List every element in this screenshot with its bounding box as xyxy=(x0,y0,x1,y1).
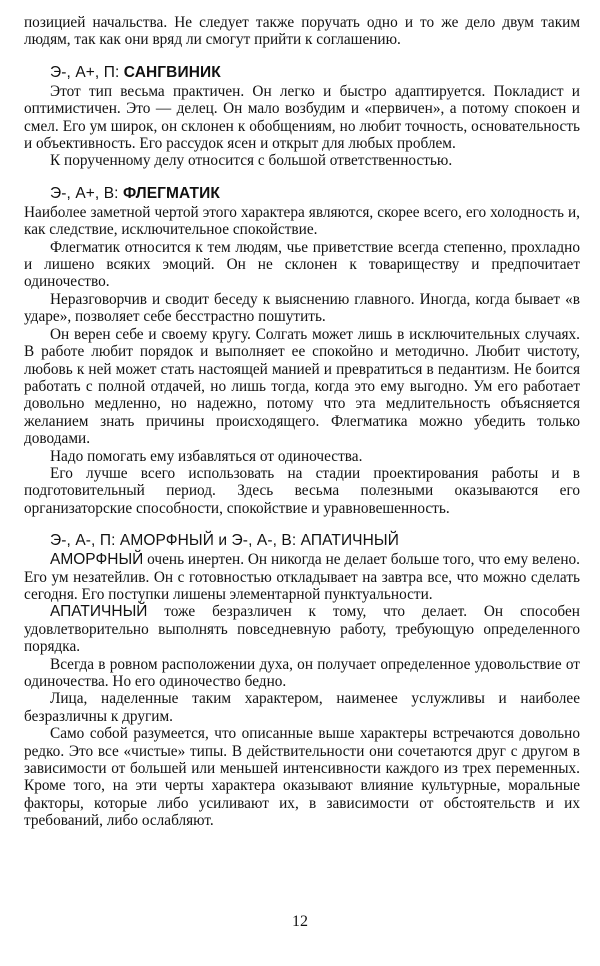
amorphous-text: очень инертен. Он никогда не делает больше того, что ему велено. Его ум незатейлив. Он с готовностью откладывает на завтра все, что можно сделать сегодня. Его поступки лишены элементарной пунктуальности. xyxy=(24,551,580,603)
paragraph-phlegmatic-intro: Наиболее заметной чертой этого характера являются, скорее всего, его холодность и, как следствие, исключительное спокойствие. xyxy=(24,203,580,239)
apathetic-lead-word: АПАТИЧНЫЙ xyxy=(50,603,148,621)
paragraph-phlegmatic-conversation: Неразговорчив и сводит беседу к выяснению главного. Иногда, когда бывает «в ударе», позволяет себе бесстрастно пошутить. xyxy=(24,290,580,326)
paragraph-apathetic xyxy=(24,603,580,655)
section-heading-amorphous-apathetic: Э-, А-, П: АМОРФНЫЙ и Э-, А-, В: АПАТИЧНЫЙ xyxy=(50,532,399,550)
sanguine-code: Э-, А+, П: xyxy=(50,63,124,81)
paragraph-continuation: позицией начальства. Не следует также поручать одно и то же дело двум таким людям, так как они вряд ли смогут прийти к соглашению. xyxy=(24,14,580,49)
section-heading-sanguine xyxy=(24,64,580,82)
apathetic-text: тоже безразличен к тому, что делает. Он способен удовлетворительно выполнять повседневную работу, требующую определенного порядка. xyxy=(24,603,580,656)
paragraph-amorphous xyxy=(24,551,580,603)
paragraph-sanguine-description: Этот тип весьма практичен. Он легко и быстро адаптируется. Покладист и оптимистичен. Это — делец. Он мало возбудим и «первичен», а потому спокоен и смел. Его ум широк, он склонен к обобщениям, но любит точность, основательность и объективность. Его рассудок ясен и открыт для любых проблем. xyxy=(24,82,580,153)
amorphous-lead-word: АМОРФНЫЙ xyxy=(50,551,144,569)
sanguine-title: САНГВИНИК xyxy=(123,63,221,81)
section-heading-phlegmatic xyxy=(24,185,580,203)
paragraph-sanguine-responsibility: К порученному делу относится с большой ответственностью. xyxy=(50,152,453,170)
page-number: 12 xyxy=(292,913,308,930)
paragraph-phlegmatic-work: Он верен себе и своему кругу. Солгать может лишь в исключительных случаях. В работе любит порядок и выполняет ее спокойно и методично. Любит чистоту, любовь к ней может стать настоящей манией и превратиться в педантизм. Не боится работать с полной отдачей, но лишь тогда, когда это ему выгодно. Ум его работает довольно медленно, но надежно, потому что эта медлительность объясняется желанием знать причины происходящего. Флегматика можно убедить только доводами. xyxy=(24,325,580,448)
paragraph-phlegmatic-greeting: Флегматик относится к тем людям, чье приветствие всегда степенно, прохладно и лишено всяких эмоций. Он не склонен к товариществу и предпочитает одиночество. xyxy=(24,238,580,291)
paragraph-phlegmatic-usage: Его лучше всего использовать на стадии проектирования работы и в подготовительный период. Здесь весьма полезными оказываются его организаторские способности, спокойствие и уравновешенность. xyxy=(24,464,580,517)
paragraph-apathetic-mood: Всегда в ровном расположении духа, он получает определенное удовольствие от одиночества. Но его одиночество бедно. xyxy=(24,655,580,690)
paragraph-apathetic-others: Лица, наделенные таким характером, наименее услужливы и наиболее безразличны к другим. xyxy=(24,690,580,725)
phlegmatic-code: Э-, А+, В: xyxy=(50,184,123,202)
paragraph-conclusion: Само собой разумеется, что описанные выше характеры встречаются довольно редко. Это все «чистые» типы. В действительности они сочетаются друг с другом в зависимости от большей или меньшей интенсивности каждого из трех переменных. Кроме того, на эти черты характера оказывают влияние культурные, моральные факторы, которые либо усиливают их, в зависимости от обстоятельств и их требований, либо ослабляют. xyxy=(24,725,580,830)
phlegmatic-title: ФЛЕГМАТИК xyxy=(122,184,220,202)
paragraph-phlegmatic-loneliness: Надо помогать ему избавляться от одиночества. xyxy=(50,447,363,465)
